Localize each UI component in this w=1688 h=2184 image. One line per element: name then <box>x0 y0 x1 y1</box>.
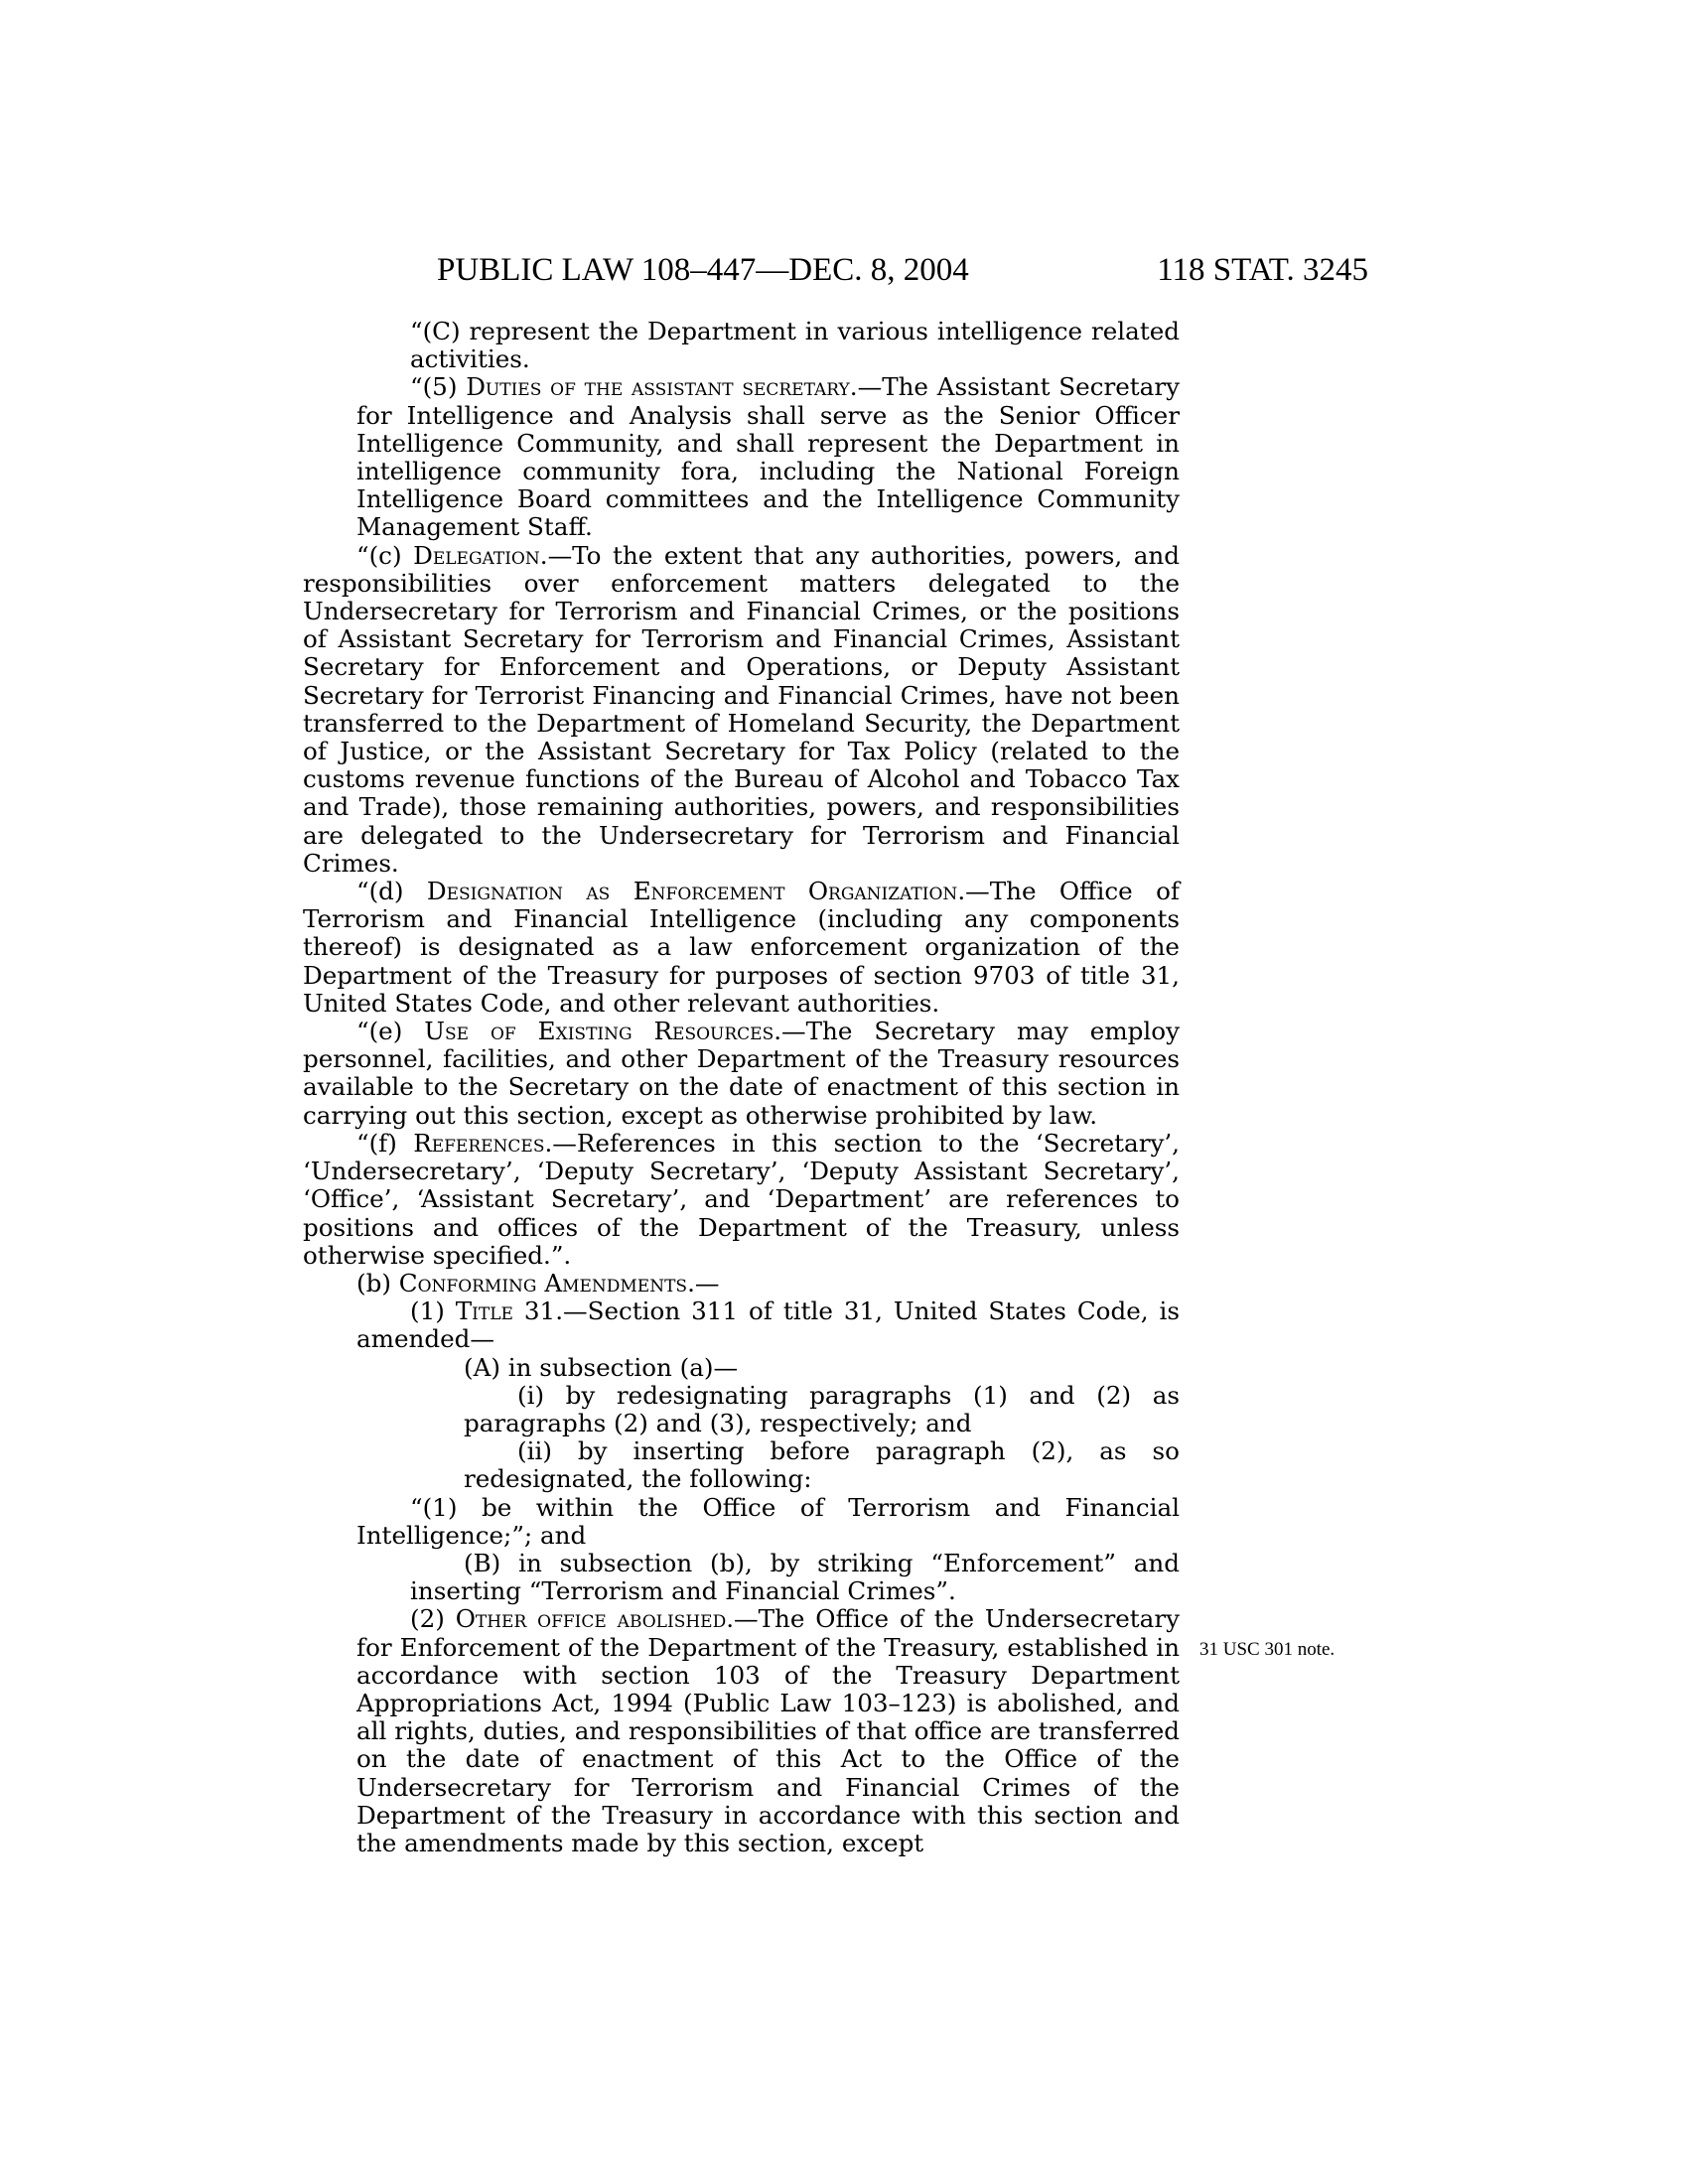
paragraph-e-existing-resources: “(e) Use of Existing Resources.—The Secretary may employ personnel, facilities, and other Department of the Treasury resources available to the Secretary on the date of enactment of this section in carrying out this section, except as otherwise prohibited by law. <box>303 1017 1180 1130</box>
section-heading: Duties of the assistant secretary <box>466 372 850 402</box>
section-heading: Conforming Amendments <box>398 1268 688 1297</box>
margin-note: 31 USC 301 note. <box>1199 1639 1336 1660</box>
paragraph-f-references: “(f) References.—References in this section to the ‘Secretary’, ‘Undersecretary’, ‘Deputy Secretary’, ‘Deputy Assistant Secretary’, ‘Office’, ‘Assistant Secretary’, and ‘Department’ are references to positions and offices of the Department of the Treasury, unless otherwise specified.”. <box>303 1128 1180 1270</box>
section-heading: Delegation <box>413 540 540 570</box>
paragraph-quoted-insert: “(1) be within the Office of Terrorism and Financial Intelligence;”; and <box>356 1492 1180 1550</box>
paragraph-2-office-abolished: (2) Other office abolished.—The Office of the Undersecretary for Enforcement of the Department of the Treasury, established in accordance with section 103 of the Treasury Department Appropriations Act, 1994 (Public Law 103–123) is abolished, and all rights, duties, and responsibilities of that office are transferred on the date of enactment of this Act to the Office of the Undersecretary for Terrorism and Financial Crimes of the Department of the Treasury in accordance with this section and the amendments made by this section, except <box>356 1604 1180 1857</box>
paragraph-ii-inserting: (ii) by inserting before paragraph (2), as so redesignated, the following: <box>464 1436 1180 1494</box>
page-header <box>437 250 1368 290</box>
section-heading: Other office abolished <box>455 1604 727 1634</box>
paragraph-i-redesignating: (i) by redesignating paragraphs (1) and (2) as paragraphs (2) and (3), respectively; and <box>464 1380 1180 1437</box>
paragraph-d-designation: “(d) Designation as Enforcement Organization.—The Office of Terrorism and Financial Intelligence (including any components thereof) is designated as a law enforcement organization of the Department of the Treasury for purposes of section 9703 of title 31, United States Code, and other relevant authorities. <box>303 877 1180 1018</box>
paragraph-c-represent: “(C) represent the Department in various intelligence related activities. <box>410 317 1180 374</box>
statute-reference: 118 STAT. 3245 <box>1157 252 1368 288</box>
paragraph-A-subsection-a: (A) in subsection (a)— <box>464 1352 739 1382</box>
section-heading: Title 31 <box>455 1297 556 1326</box>
document-body <box>303 318 1180 1857</box>
paragraph-c-delegation: “(c) Delegation.—To the extent that any authorities, powers, and responsibilities over enforcement matters delegated to the Undersecretary for Terrorism and Financial Crimes, or the positions of Assistant Secretary for Terrorism and Financial Crimes, Assistant Secretary for Enforcement and Operations, or Deputy Assistant Secretary for Terrorist Financing and Financial Crimes, have not been transferred to the Department of Homeland Security, the Department of Justice, or the Assistant Secretary for Tax Policy (related to the customs revenue functions of the Bureau of Alcohol and Tobacco Tax and Trade), those remaining authorities, powers, and responsibilities are delegated to the Undersecretary for Terrorism and Financial Crimes. <box>303 540 1180 878</box>
paragraph-1-title-31: (1) Title 31.—Section 311 of title 31, United States Code, is amended— <box>356 1297 1180 1354</box>
law-title: PUBLIC LAW 108–447—DEC. 8, 2004 <box>437 252 969 288</box>
paragraph-5-duties: “(5) Duties of the assistant secretary.—The Assistant Secretary for Intelligence and Analysis shall serve as the Senior Officer Intelligence Community, and shall represent the Department in intelligence community fora, including the National Foreign Intelligence Board committees and the Intelligence Community Management Staff. <box>356 372 1180 542</box>
paragraph-b-conforming-amendments: (b) Conforming Amendments.— <box>356 1268 720 1297</box>
section-heading: References <box>413 1128 545 1158</box>
paragraph-B-subsection-b: (B) in subsection (b), by striking “Enforcement” and inserting “Terrorism and Financial Crimes”. <box>410 1548 1180 1606</box>
section-heading: Use of Existing Resources <box>424 1017 774 1046</box>
section-heading: Designation as Enforcement Organization <box>426 877 958 906</box>
